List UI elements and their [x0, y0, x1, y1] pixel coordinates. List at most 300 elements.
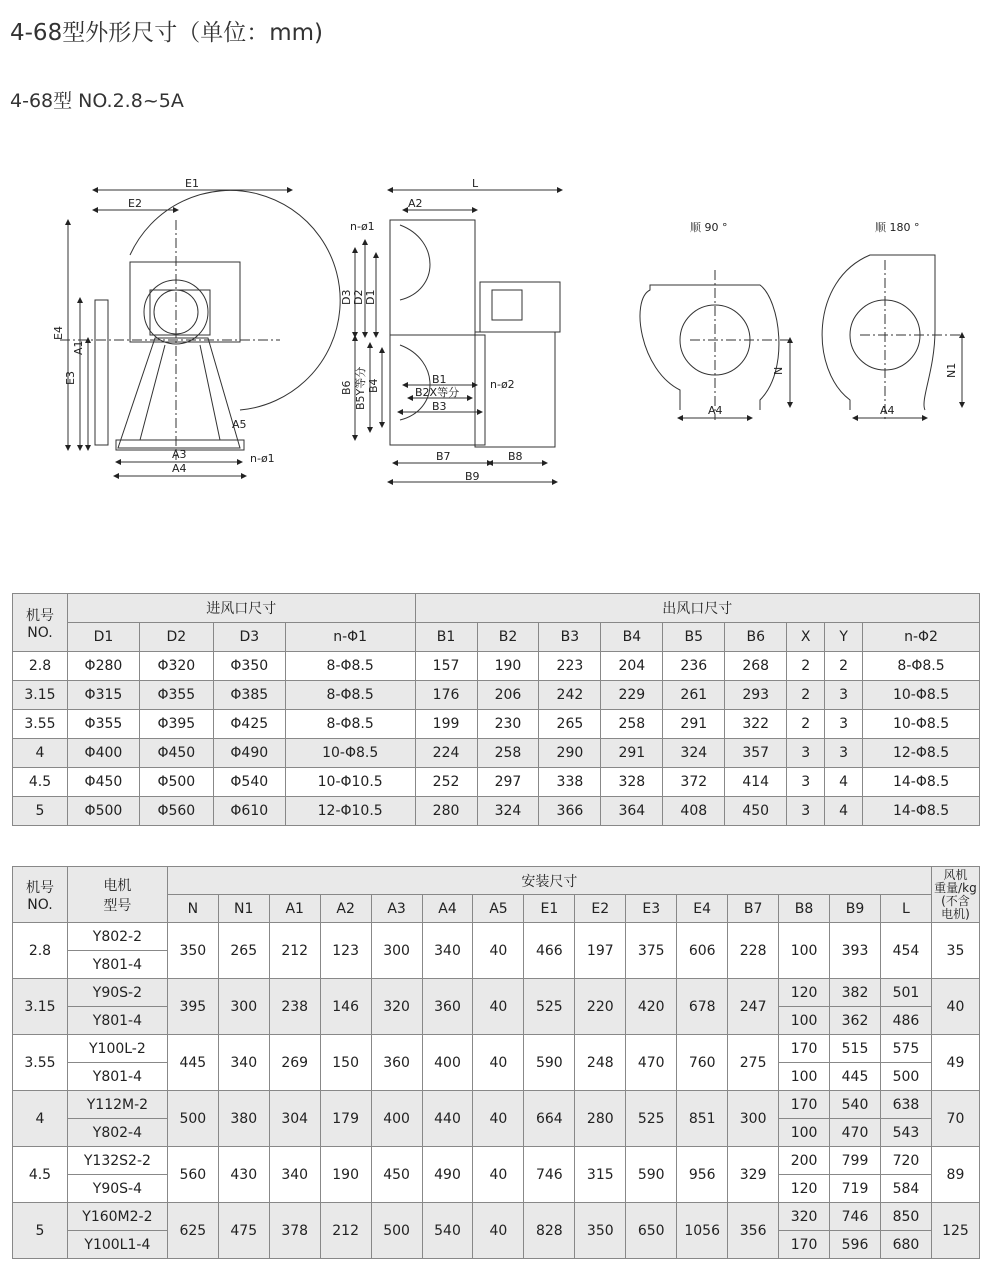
- label-N: N: [772, 366, 785, 375]
- table-cell: Φ315: [67, 681, 139, 710]
- table-header-row: [13, 867, 980, 895]
- label-A3: A3: [172, 448, 187, 461]
- table-cell: 120: [779, 979, 830, 1007]
- table-cell: Φ500: [139, 768, 213, 797]
- table-cell: 157: [415, 652, 477, 681]
- table-cell: 362: [830, 1007, 881, 1035]
- weight-cell: 35: [931, 923, 979, 979]
- table-cell: 324: [663, 739, 725, 768]
- table-cell: 525: [524, 979, 575, 1035]
- motor-model-cell: Y100L-2: [67, 1035, 167, 1063]
- table-cell: Φ560: [139, 797, 213, 826]
- table-cell: 258: [601, 710, 663, 739]
- machine-no-cell: 5: [13, 1203, 68, 1259]
- table-cell: 100: [779, 1119, 830, 1147]
- table-cell: 269: [269, 1035, 320, 1091]
- table-cell: 176: [415, 681, 477, 710]
- table-cell: 212: [320, 1203, 371, 1259]
- label-A1: A1: [72, 340, 85, 355]
- header-text: NO.: [27, 896, 53, 913]
- table-cell: 14-Φ8.5: [863, 797, 980, 826]
- motor-model-cell: Y132S2-2: [67, 1147, 167, 1175]
- table-row: [13, 739, 980, 768]
- table-cell: 850: [880, 1203, 931, 1231]
- table-cell: 206: [477, 681, 539, 710]
- table-cell: 430: [218, 1147, 269, 1203]
- table-cell: 268: [725, 652, 787, 681]
- table-cell: Φ540: [213, 768, 285, 797]
- table-cell: 329: [728, 1147, 779, 1203]
- table-cell: 1056: [677, 1203, 728, 1259]
- table-cell: 799: [830, 1147, 881, 1175]
- table-cell: 300: [371, 923, 422, 979]
- table-cell: 8-Φ8.5: [285, 681, 415, 710]
- inlet-outlet-table: [12, 593, 980, 826]
- column-header: B9: [830, 895, 881, 923]
- table-cell: 450: [371, 1147, 422, 1203]
- column-header: B7: [728, 895, 779, 923]
- table-cell: 515: [830, 1035, 881, 1063]
- motor-model-cell: Y160M2-2: [67, 1203, 167, 1231]
- table-cell: 338: [539, 768, 601, 797]
- inlet-group-header: 进风口尺寸: [67, 594, 415, 623]
- label-B4: B4: [367, 378, 380, 393]
- table-cell: 680: [880, 1231, 931, 1259]
- table-cell: 8-Φ8.5: [863, 652, 980, 681]
- table-cell: 3: [825, 681, 863, 710]
- machine-no-cell: 4.5: [13, 1147, 68, 1203]
- table-cell: 625: [167, 1203, 218, 1259]
- table-cell: Φ355: [67, 710, 139, 739]
- weight-header: [931, 867, 979, 923]
- table-cell: 212: [269, 923, 320, 979]
- label-B9: B9: [465, 470, 480, 483]
- label-A2: A2: [408, 197, 423, 210]
- table-cell: 100: [779, 1063, 830, 1091]
- table-cell: 470: [626, 1035, 677, 1091]
- header-text: 机号: [25, 879, 54, 896]
- column-header: A5: [473, 895, 524, 923]
- table-cell: 445: [167, 1035, 218, 1091]
- label-A4-rot180: A4: [880, 404, 895, 417]
- table-cell: Φ490: [213, 739, 285, 768]
- column-header: A4: [422, 895, 473, 923]
- column-header: E1: [524, 895, 575, 923]
- table-cell: 199: [415, 710, 477, 739]
- table-cell: 328: [601, 768, 663, 797]
- table-cell: 590: [524, 1035, 575, 1091]
- table-cell: 380: [218, 1091, 269, 1147]
- label-A4-rot90: A4: [708, 404, 723, 417]
- table-row: [13, 923, 980, 951]
- table-row: [13, 1035, 980, 1063]
- machine-no-cell: 3.15: [13, 681, 68, 710]
- column-header: E3: [626, 895, 677, 923]
- table-cell: 10-Φ8.5: [863, 681, 980, 710]
- table-cell: 40: [473, 1147, 524, 1203]
- label-E3: E3: [64, 371, 77, 385]
- table-cell: Φ385: [213, 681, 285, 710]
- label-B2X: B2X等分: [415, 386, 460, 399]
- label-E4: E4: [52, 326, 65, 340]
- table-cell: 197: [575, 923, 626, 979]
- table-cell: 320: [371, 979, 422, 1035]
- machine-no-cell: 3.15: [13, 979, 68, 1035]
- label-rot90: 顺 90 °: [690, 221, 728, 234]
- machine-no-header: [13, 594, 68, 652]
- table-cell: Φ610: [213, 797, 285, 826]
- label-D3: D3: [340, 289, 353, 305]
- table-cell: 378: [269, 1203, 320, 1259]
- table-cell: 230: [477, 710, 539, 739]
- table-cell: 364: [601, 797, 663, 826]
- table-cell: 393: [830, 923, 881, 979]
- install-dimension-table: [12, 866, 980, 1259]
- table-cell: 146: [320, 979, 371, 1035]
- table-cell: 40: [473, 1091, 524, 1147]
- table-row: [13, 768, 980, 797]
- table-cell: 324: [477, 797, 539, 826]
- table-cell: 10-Φ10.5: [285, 768, 415, 797]
- table-cell: 224: [415, 739, 477, 768]
- table-cell: 170: [779, 1091, 830, 1119]
- table-row: [13, 681, 980, 710]
- table-cell: 10-Φ8.5: [285, 739, 415, 768]
- table-row: [13, 1203, 980, 1231]
- install-group-header: 安装尺寸: [167, 867, 931, 895]
- label-E2: E2: [128, 197, 142, 210]
- weight-cell: 40: [931, 979, 979, 1035]
- table-cell: 247: [728, 979, 779, 1035]
- table-cell: 204: [601, 652, 663, 681]
- header-text: 电机: [103, 877, 132, 894]
- table-cell: 340: [269, 1147, 320, 1203]
- table-cell: 382: [830, 979, 881, 1007]
- table-cell: 291: [663, 710, 725, 739]
- table-cell: Φ400: [67, 739, 139, 768]
- header-text: (不含: [941, 893, 970, 908]
- table-cell: 678: [677, 979, 728, 1035]
- label-rot180: 顺 180 °: [875, 221, 920, 234]
- table-cell: 261: [663, 681, 725, 710]
- table-header-row: [13, 623, 980, 652]
- table-cell: 360: [422, 979, 473, 1035]
- label-B3: B3: [432, 400, 447, 413]
- column-header: N1: [218, 895, 269, 923]
- table-cell: 475: [218, 1203, 269, 1259]
- table-cell: 3: [787, 768, 825, 797]
- column-header: B5: [663, 623, 725, 652]
- header-text: 重量/kg: [934, 880, 977, 895]
- table-cell: 4: [825, 768, 863, 797]
- table-cell: 470: [830, 1119, 881, 1147]
- motor-model-cell: Y801-4: [67, 1063, 167, 1091]
- weight-cell: 49: [931, 1035, 979, 1091]
- table-cell: Φ450: [67, 768, 139, 797]
- label-D2: D2: [352, 289, 365, 305]
- dimension-drawing: [0, 160, 1000, 500]
- label-E1: E1: [185, 177, 199, 190]
- table-cell: 220: [575, 979, 626, 1035]
- table-cell: 366: [539, 797, 601, 826]
- table-cell: 150: [320, 1035, 371, 1091]
- page-title: 4-68型外形尺寸（单位：mm): [10, 20, 323, 46]
- label-B7: B7: [436, 450, 451, 463]
- table-cell: 170: [779, 1231, 830, 1259]
- label-n-phi1: n-ø1: [250, 452, 275, 465]
- machine-no-header: [13, 867, 68, 923]
- table-cell: 300: [218, 979, 269, 1035]
- table-cell: 179: [320, 1091, 371, 1147]
- table-cell: 540: [422, 1203, 473, 1259]
- table-cell: 500: [880, 1063, 931, 1091]
- column-header: B4: [601, 623, 663, 652]
- table-cell: 40: [473, 979, 524, 1035]
- table-cell: 265: [218, 923, 269, 979]
- column-header: A1: [269, 895, 320, 923]
- table-cell: 242: [539, 681, 601, 710]
- header-text: 风机: [943, 867, 968, 882]
- label-A5: A5: [232, 418, 247, 431]
- header-text: 电机): [941, 906, 970, 921]
- table-cell: 560: [167, 1147, 218, 1203]
- column-header: X: [787, 623, 825, 652]
- table-cell: 486: [880, 1007, 931, 1035]
- table-cell: 123: [320, 923, 371, 979]
- table-cell: 501: [880, 979, 931, 1007]
- motor-model-cell: Y802-4: [67, 1119, 167, 1147]
- motor-model-cell: Y801-4: [67, 1007, 167, 1035]
- column-header: B2: [477, 623, 539, 652]
- table-cell: 466: [524, 923, 575, 979]
- table-cell: 408: [663, 797, 725, 826]
- label-B6: B6: [340, 380, 353, 395]
- column-header: B8: [779, 895, 830, 923]
- table-cell: 8-Φ8.5: [285, 710, 415, 739]
- table-cell: 3: [787, 797, 825, 826]
- table-cell: 12-Φ8.5: [863, 739, 980, 768]
- table-cell: 540: [830, 1091, 881, 1119]
- table-row: [13, 979, 980, 1007]
- table-cell: Φ355: [139, 681, 213, 710]
- table-cell: 3: [787, 739, 825, 768]
- column-header: Y: [825, 623, 863, 652]
- column-header: A2: [320, 895, 371, 923]
- table-cell: 350: [575, 1203, 626, 1259]
- column-header: D3: [213, 623, 285, 652]
- table-cell: 584: [880, 1175, 931, 1203]
- table-row: [13, 710, 980, 739]
- page-subtitle: 4-68型 NO.2.8~5A: [10, 90, 184, 112]
- label-A4: A4: [172, 462, 187, 475]
- table-cell: 297: [477, 768, 539, 797]
- machine-no-cell: 2.8: [13, 923, 68, 979]
- column-header: L: [880, 895, 931, 923]
- motor-model-cell: Y90S-2: [67, 979, 167, 1007]
- machine-no-cell: 2.8: [13, 652, 68, 681]
- table-cell: 2: [787, 681, 825, 710]
- motor-model-cell: Y802-2: [67, 923, 167, 951]
- table-cell: 291: [601, 739, 663, 768]
- table-cell: Φ320: [139, 652, 213, 681]
- table-cell: 258: [477, 739, 539, 768]
- label-n-phi1-side: n-ø1: [350, 220, 375, 233]
- table-cell: Φ450: [139, 739, 213, 768]
- table-cell: 280: [415, 797, 477, 826]
- table-cell: 746: [524, 1147, 575, 1203]
- table-cell: 3: [825, 739, 863, 768]
- table-cell: 293: [725, 681, 787, 710]
- table-cell: 2: [825, 652, 863, 681]
- table-cell: 275: [728, 1035, 779, 1091]
- table-cell: Φ395: [139, 710, 213, 739]
- machine-no-cell: 4.5: [13, 768, 68, 797]
- table-cell: 252: [415, 768, 477, 797]
- table-cell: 440: [422, 1091, 473, 1147]
- table-cell: 454: [880, 923, 931, 979]
- table-cell: 40: [473, 1035, 524, 1091]
- table-cell: 280: [575, 1091, 626, 1147]
- table-cell: 372: [663, 768, 725, 797]
- motor-model-cell: Y801-4: [67, 951, 167, 979]
- table-cell: 340: [218, 1035, 269, 1091]
- table-cell: 229: [601, 681, 663, 710]
- motor-model-cell: Y100L1-4: [67, 1231, 167, 1259]
- machine-no-cell: 4: [13, 739, 68, 768]
- outlet-group-header: 出风口尺寸: [415, 594, 979, 623]
- table-row: [13, 1091, 980, 1119]
- table-cell: 500: [371, 1203, 422, 1259]
- table-cell: 350: [167, 923, 218, 979]
- table-cell: 360: [371, 1035, 422, 1091]
- table-cell: 304: [269, 1091, 320, 1147]
- table-cell: 956: [677, 1147, 728, 1203]
- table-cell: 8-Φ8.5: [285, 652, 415, 681]
- table-cell: 414: [725, 768, 787, 797]
- table-cell: 12-Φ10.5: [285, 797, 415, 826]
- header-text: NO.: [27, 624, 53, 641]
- machine-no-cell: 3.55: [13, 1035, 68, 1091]
- column-header: A3: [371, 895, 422, 923]
- table-cell: 525: [626, 1091, 677, 1147]
- table-cell: 290: [539, 739, 601, 768]
- table-cell: 420: [626, 979, 677, 1035]
- table-header-row: [13, 594, 980, 623]
- label-B1: B1: [432, 373, 447, 386]
- table-cell: 100: [779, 1007, 830, 1035]
- table-cell: 500: [167, 1091, 218, 1147]
- motor-model-header: [67, 867, 167, 923]
- machine-no-cell: 3.55: [13, 710, 68, 739]
- label-n-phi2: n-ø2: [490, 378, 515, 391]
- table-row: [13, 797, 980, 826]
- table-cell: 190: [320, 1147, 371, 1203]
- table-cell: 828: [524, 1203, 575, 1259]
- label-D1: D1: [364, 289, 377, 305]
- header-text: 机号: [25, 607, 54, 624]
- column-header: n-Φ2: [863, 623, 980, 652]
- weight-cell: 125: [931, 1203, 979, 1259]
- table-cell: 2: [787, 652, 825, 681]
- table-cell: 3: [825, 710, 863, 739]
- column-header: N: [167, 895, 218, 923]
- column-header: n-Φ1: [285, 623, 415, 652]
- table-cell: 40: [473, 1203, 524, 1259]
- table-cell: 375: [626, 923, 677, 979]
- table-cell: 606: [677, 923, 728, 979]
- table-cell: Φ350: [213, 652, 285, 681]
- column-header: B1: [415, 623, 477, 652]
- machine-no-cell: 4: [13, 1091, 68, 1147]
- table-cell: 760: [677, 1035, 728, 1091]
- table-cell: 445: [830, 1063, 881, 1091]
- table-cell: 14-Φ8.5: [863, 768, 980, 797]
- table-cell: 490: [422, 1147, 473, 1203]
- table-cell: 223: [539, 652, 601, 681]
- column-header: E2: [575, 895, 626, 923]
- table-cell: 10-Φ8.5: [863, 710, 980, 739]
- table-row: [13, 652, 980, 681]
- table-cell: 238: [269, 979, 320, 1035]
- motor-model-cell: Y112M-2: [67, 1091, 167, 1119]
- machine-no-cell: 5: [13, 797, 68, 826]
- table-cell: 543: [880, 1119, 931, 1147]
- table-cell: 575: [880, 1035, 931, 1063]
- column-header: B6: [725, 623, 787, 652]
- table-cell: 2: [787, 710, 825, 739]
- weight-cell: 89: [931, 1147, 979, 1203]
- table-cell: 190: [477, 652, 539, 681]
- header-text: 型号: [103, 897, 132, 914]
- table-row: [13, 1147, 980, 1175]
- table-cell: 450: [725, 797, 787, 826]
- label-B5Y: B5Y等分: [354, 366, 367, 410]
- table-cell: Φ425: [213, 710, 285, 739]
- table-cell: 236: [663, 652, 725, 681]
- table-cell: 746: [830, 1203, 881, 1231]
- table-cell: 4: [825, 797, 863, 826]
- table-cell: 228: [728, 923, 779, 979]
- table-cell: 40: [473, 923, 524, 979]
- table-cell: 357: [725, 739, 787, 768]
- column-header: D2: [139, 623, 213, 652]
- table-cell: 851: [677, 1091, 728, 1147]
- table-cell: 720: [880, 1147, 931, 1175]
- column-header: E4: [677, 895, 728, 923]
- table-cell: 120: [779, 1175, 830, 1203]
- table-cell: 248: [575, 1035, 626, 1091]
- table-cell: 650: [626, 1203, 677, 1259]
- motor-model-cell: Y90S-4: [67, 1175, 167, 1203]
- table-cell: 638: [880, 1091, 931, 1119]
- table-cell: 356: [728, 1203, 779, 1259]
- column-header: B3: [539, 623, 601, 652]
- weight-cell: 70: [931, 1091, 979, 1147]
- label-N1: N1: [945, 362, 958, 378]
- table-cell: 664: [524, 1091, 575, 1147]
- label-B8: B8: [508, 450, 523, 463]
- table-cell: 100: [779, 923, 830, 979]
- table-cell: 400: [371, 1091, 422, 1147]
- table-cell: 320: [779, 1203, 830, 1231]
- table-cell: 590: [626, 1147, 677, 1203]
- table-cell: 340: [422, 923, 473, 979]
- table-cell: 265: [539, 710, 601, 739]
- table-cell: 300: [728, 1091, 779, 1147]
- table-cell: 596: [830, 1231, 881, 1259]
- table-cell: 200: [779, 1147, 830, 1175]
- table-cell: 719: [830, 1175, 881, 1203]
